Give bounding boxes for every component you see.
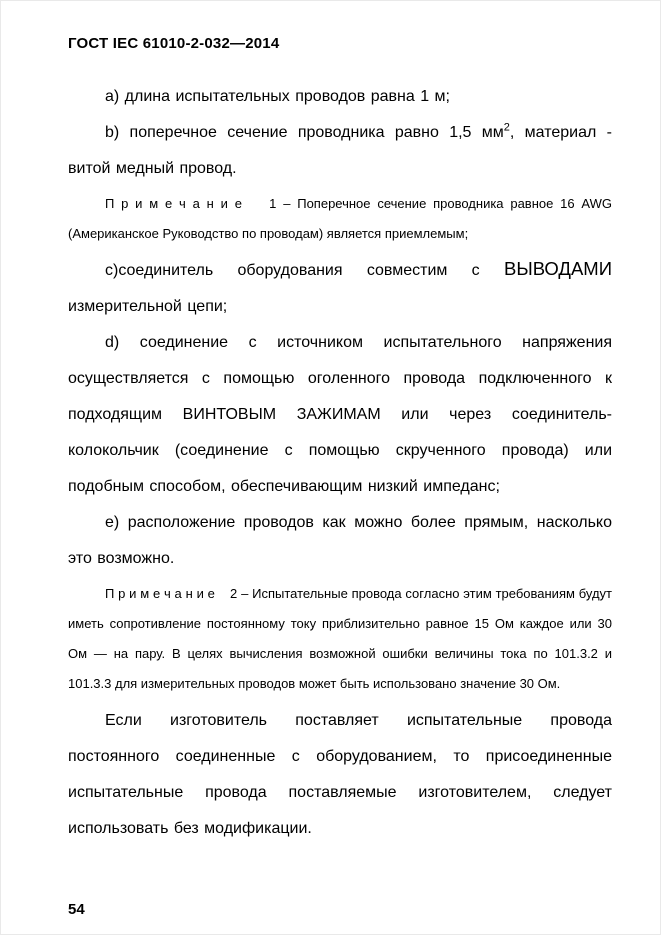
list-item-d: d) соединение с источником испытательного напряжения осуществляется с помощью оголенного провода подключенного к подходящим ВИНТОВЫМ ЗАЖИМАМ или через соединитель-колокольчик (соединение с помощью скрученного провода) или подобным способом, обеспечивающим низкий импеданс; xyxy=(68,334,612,495)
list-item-c xyxy=(68,251,612,325)
list-item-b-text-after: , материал - витой медный провод. xyxy=(68,124,612,177)
page-number: 54 xyxy=(68,901,85,918)
list-item-a: a) длина испытательных проводов равна 1 м; xyxy=(105,88,450,105)
note-2: П р и м е ч а н и е 2 – Испытательные провода согласно этим требованиям будут иметь сопротивление постоянному току приблизительно равное 15 Ом каждое или 30 Ом — на пару. В целях вычисления возможной ошибки величины тока по 101.3.2 и 101.3.3 для измерительных проводов может быть использовано значение 30 Ом. xyxy=(68,586,612,691)
list-item-c-term: ВЫВОДАМИ xyxy=(503,258,612,279)
list-item-b xyxy=(68,115,612,187)
list-item-b-superscript: 2 xyxy=(503,121,510,134)
list-item-c-text: c)соединитель оборудования совместим с xyxy=(105,262,504,279)
list-item-c-text-after: измерительной цепи; xyxy=(68,298,228,315)
closing-paragraph: Если изготовитель поставляет испытательные провода постоянного соединенные с оборудованием, то присоединенные испытательные провода поставляемые изготовителем, следует использовать без модификации. xyxy=(68,712,612,837)
list-item-e: e) расположение проводов как можно более прямым, насколько это возможно. xyxy=(68,514,612,567)
note-1: П р и м е ч а н и е 1 – Поперечное сечение проводника равное 16 AWG (Американское Руководство по проводам) является приемлемым; xyxy=(68,196,612,241)
document-header: ГОСТ IEC 61010-2-032—2014 xyxy=(68,35,280,52)
list-item-b-text: b) поперечное сечение проводника равно 1,5 мм xyxy=(105,124,504,141)
